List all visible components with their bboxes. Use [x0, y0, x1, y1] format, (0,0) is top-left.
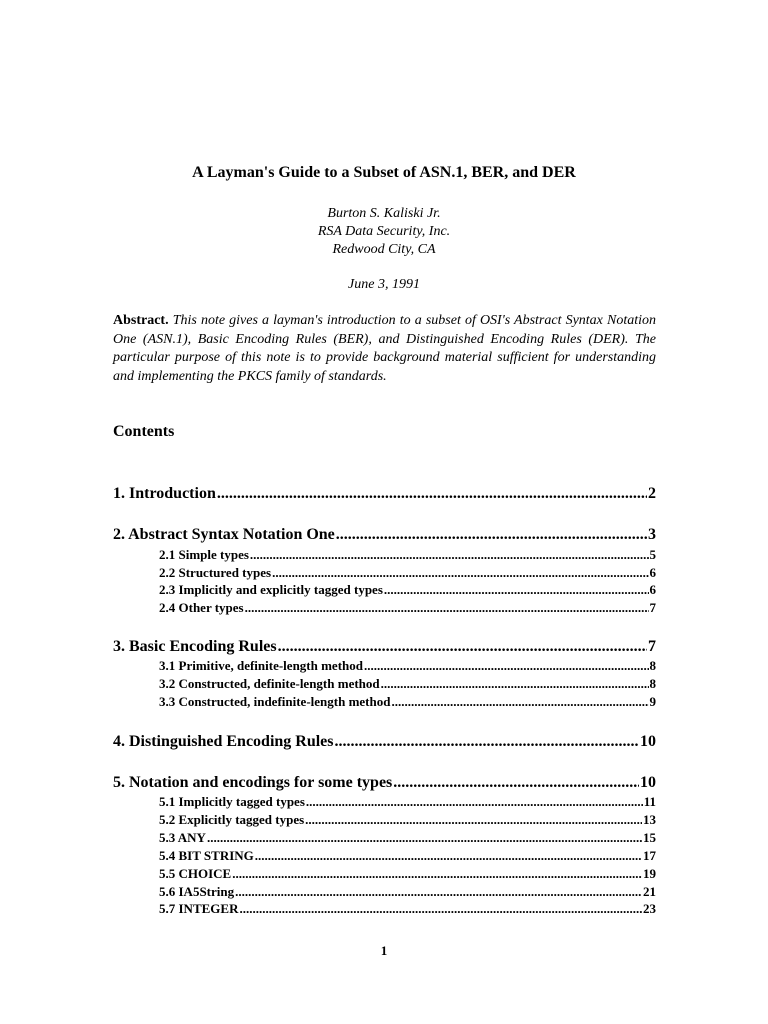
abstract — [113, 312, 656, 386]
toc-entry-title: 1. Introduction — [113, 485, 216, 502]
toc-leader-dots — [335, 732, 639, 752]
toc-leader-dots — [250, 546, 649, 563]
toc-subentry-title: 2.1 Simple types — [159, 547, 249, 562]
toc-subentry-title: 5.2 Explicitly tagged types — [159, 812, 305, 827]
document-title: A Layman's Guide to a Subset of ASN.1, BER, and DER — [192, 164, 576, 181]
toc-entry-page: 3 — [648, 526, 656, 543]
document-date: June 3, 1991 — [348, 277, 420, 292]
toc-subentry-5-7[interactable] — [159, 900, 656, 917]
author-organization: RSA Data Security, Inc. — [317, 224, 451, 239]
toc-subentry-2-1[interactable] — [159, 546, 656, 563]
toc-subentry-page: 13 — [643, 812, 656, 827]
toc-subentry-title: 3.2 Constructed, definite-length method — [159, 676, 380, 691]
toc-subentry-title: 5.1 Implicitly tagged types — [159, 794, 305, 809]
page-number: 1 — [380, 943, 388, 958]
toc-entry-title: 3. Basic Encoding Rules — [113, 638, 277, 655]
toc-leader-dots — [306, 793, 643, 810]
toc-subentry-page: 21 — [643, 884, 656, 899]
contents-heading: Contents — [113, 423, 175, 440]
toc-subentry-title: 2.3 Implicitly and explicitly tagged types — [159, 582, 383, 597]
toc-subentry-5-4[interactable] — [159, 847, 656, 864]
toc-subentry-title: 2.2 Structured types — [159, 565, 272, 580]
toc-subentry-page: 17 — [643, 848, 656, 863]
toc-subentry-5-5[interactable] — [159, 865, 656, 882]
toc-subentry-page: 19 — [643, 866, 656, 881]
toc-leader-dots — [278, 637, 647, 657]
toc-subentry-page: 5 — [649, 547, 656, 562]
toc-leader-dots — [384, 581, 649, 598]
toc-entry-title: 5. Notation and encodings for some types — [113, 774, 393, 791]
toc-leader-dots — [336, 525, 647, 545]
toc-subentry-page: 6 — [649, 582, 656, 597]
toc-leader-dots — [207, 829, 642, 846]
toc-leader-dots — [255, 847, 642, 864]
toc-subentry-page: 9 — [649, 694, 656, 709]
toc-entry-page: 10 — [640, 774, 656, 791]
toc-subentry-3-2[interactable] — [159, 675, 656, 692]
toc-entry-page: 10 — [640, 733, 656, 750]
toc-subentry-page: 11 — [643, 794, 656, 809]
toc-entry-title: 2. Abstract Syntax Notation One — [113, 526, 335, 543]
toc-leader-dots — [245, 599, 649, 616]
toc-subentry-title: 5.7 INTEGER — [159, 901, 239, 916]
toc-subentry-page: 8 — [649, 658, 656, 673]
toc-subentry-title: 5.3 ANY — [159, 830, 206, 845]
toc-subentry-page: 7 — [649, 600, 656, 615]
toc-leader-dots — [364, 657, 649, 674]
toc-subentry-title: 5.6 IA5String — [159, 884, 235, 899]
toc-subentry-2-4[interactable] — [159, 599, 656, 616]
toc-subentry-title: 3.3 Constructed, indefinite-length method — [159, 694, 391, 709]
toc-subentry-page: 6 — [649, 565, 656, 580]
toc-entry-2[interactable] — [113, 525, 656, 545]
toc-subentry-2-2[interactable] — [159, 564, 656, 581]
toc-subentry-3-3[interactable] — [159, 693, 656, 710]
toc-entry-page: 2 — [648, 485, 656, 502]
toc-subentry-page: 8 — [649, 676, 656, 691]
toc-leader-dots — [232, 865, 642, 882]
toc-entry-1[interactable] — [113, 484, 656, 504]
toc-subentry-page: 23 — [643, 901, 656, 916]
author-location: Redwood City, CA — [332, 242, 436, 257]
toc-leader-dots — [391, 693, 648, 710]
toc-subentry-5-2[interactable] — [159, 811, 656, 828]
toc-subentry-5-6[interactable] — [159, 883, 656, 900]
author-name: Burton S. Kaliski Jr. — [327, 206, 441, 221]
toc-leader-dots — [239, 900, 642, 917]
toc-subentry-5-3[interactable] — [159, 829, 656, 846]
toc-entry-5[interactable] — [113, 773, 656, 793]
toc-subentry-title: 3.1 Primitive, definite-length method — [159, 658, 363, 673]
toc-subentry-title: 5.5 CHOICE — [159, 866, 232, 881]
toc-subentry-page: 15 — [643, 830, 656, 845]
toc-leader-dots — [235, 883, 642, 900]
toc-entry-3[interactable] — [113, 637, 656, 657]
toc-leader-dots — [305, 811, 642, 828]
toc-leader-dots — [217, 484, 647, 504]
toc-subentry-title: 5.4 BIT STRING — [159, 848, 254, 863]
toc-leader-dots — [393, 773, 639, 793]
abstract-text: This note gives a layman's introduction to a subset of OSI's Abstract Syntax Notation One (ASN.1), Basic Encoding Rules (BER), and Distinguished Encoding Rules (DER). The particular purpose of this note is to provide background material sufficient for understanding and implementing the PKCS family of standards. — [113, 313, 656, 384]
toc-subentry-title: 2.4 Other types — [159, 600, 244, 615]
toc-leader-dots — [381, 675, 649, 692]
toc-entry-title: 4. Distinguished Encoding Rules — [113, 733, 334, 750]
toc-subentry-5-1[interactable] — [159, 793, 656, 810]
toc-leader-dots — [272, 564, 648, 581]
toc-entry-4[interactable] — [113, 732, 656, 752]
toc-subentry-3-1[interactable] — [159, 657, 656, 674]
abstract-label: Abstract. — [113, 313, 169, 328]
toc-subentry-2-3[interactable] — [159, 581, 656, 598]
toc-entry-page: 7 — [648, 638, 656, 655]
